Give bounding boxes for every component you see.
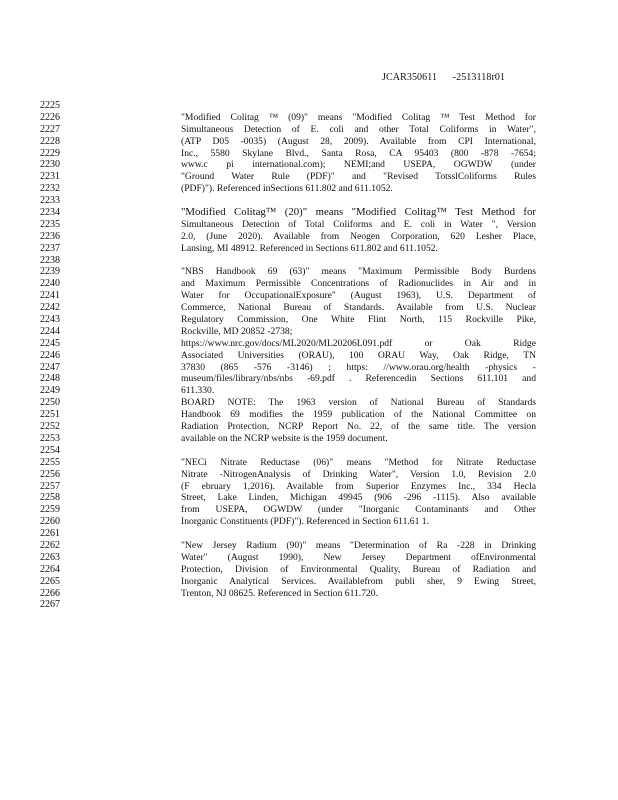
text-line: Street, Lake Linden, Michigan 49945 (906 -296 -1115). Also available <box>181 492 536 504</box>
line-number: 2233 <box>40 195 60 207</box>
text-line: BOARD NOTE: The 1963 version of National Bureau of Standards <box>181 397 536 409</box>
line-number: 2249 <box>40 385 60 397</box>
document-id-header: JCAR350611 -2513118r01 <box>382 72 506 83</box>
line-number: 2225 <box>40 100 60 111</box>
text-line: from USEPA, OGWDW (under "Inorganic Contaminants and Other <box>181 504 536 516</box>
line-number: 2247 <box>40 361 60 373</box>
text-line: Rockville, MD 20852 -2738; <box>181 325 293 337</box>
line-number: 2255 <box>40 456 60 468</box>
line-number: 2236 <box>40 230 60 242</box>
line-number: 2251 <box>40 409 60 421</box>
line-number: 2241 <box>40 290 60 302</box>
text-line: (PDF)"). Referenced inSections 611.802 and 611.1052. <box>181 183 393 195</box>
text-line: Trenton, NJ 08625. Referenced in Section 611.720. <box>181 587 378 599</box>
line-number: 2252 <box>40 421 60 433</box>
text-line: Associated Universities (ORAU), 100 ORAU Way, Oak Ridge, TN <box>181 349 536 361</box>
text-line: (ATP D05 -0035) (August 28, 2009). Available from CPI International, <box>181 135 536 147</box>
line-number: 2235 <box>40 218 60 230</box>
text-line: Inorganic Analytical Services. Availablefrom publi sher, 9 Ewing Street, <box>181 575 536 587</box>
line-number: 2229 <box>40 147 60 159</box>
line-number: 2259 <box>40 504 60 516</box>
line-number: 2226 <box>40 111 60 123</box>
line-number: 2258 <box>40 492 60 504</box>
text-line: Water" (August 1990), New Jersey Department ofEnvironmental <box>181 551 536 563</box>
line-number: 2230 <box>40 159 60 171</box>
line-number: 2239 <box>40 266 60 278</box>
text-line: 37830 (865 -576 -3146) ; https: //www.orau.org/health -physics - <box>181 361 536 373</box>
line-number: 2265 <box>40 575 60 587</box>
text-line: museum/files/library/nbs/nbs -69.pdf . Referencedin Sections 611.101 and <box>181 373 536 385</box>
line-number: 2266 <box>40 587 60 599</box>
text-line: www.c pi international.com); NEMI;and USEPA, OGWDW (under <box>181 159 536 171</box>
text-line: Handbook 69 modifies the 1959 publication of the National Committee on <box>181 409 536 421</box>
line-number: 2257 <box>40 480 60 492</box>
line-number: 2228 <box>40 135 60 147</box>
text-line: "NECi Nitrate Reductase (06)" means "Method for Nitrate Reductase <box>181 456 536 468</box>
text-line: available on the NCRP website is the 1959 document. <box>181 432 388 444</box>
line-number: 2231 <box>40 171 60 183</box>
text-line: Inc., 5580 Skylane Blvd., Santa Rosa, CA 95403 (800 -878 -7654; <box>181 147 536 159</box>
line-number: 2237 <box>40 242 60 254</box>
text-line <box>181 528 536 540</box>
text-line: Commerce, National Bureau of Standards. Available from U.S. Nuclear <box>181 302 536 314</box>
line-number: 2260 <box>40 516 60 528</box>
line-number: 2253 <box>40 432 60 444</box>
line-number: 2248 <box>40 373 60 385</box>
text-line <box>181 255 536 267</box>
text-line: Simultaneous Detection of Total Coliforms and E. coli in Water ", Version <box>181 218 536 230</box>
line-number: 2246 <box>40 349 60 361</box>
text-line: 611.330. <box>181 385 215 397</box>
line-number: 2264 <box>40 563 60 575</box>
line-number: 2256 <box>40 468 60 480</box>
line-number: 2244 <box>40 325 60 337</box>
text-line: "Ground Water Rule (PDF)" and "Revised TotsslColiforms Rules <box>181 171 536 183</box>
line-number: 2245 <box>40 337 60 349</box>
line-number: 2267 <box>40 599 60 611</box>
line-number: 2234 <box>40 207 60 219</box>
text-line <box>181 100 536 112</box>
text-line: Lansing, MI 48912. Referenced in Sections 611.802 and 611.1052. <box>181 242 438 254</box>
text-line: "Modified Colitag ™ (09)" means "Modified Colitag ™ Test Method for <box>181 111 536 123</box>
line-number-column <box>40 100 80 611</box>
line-number: 2263 <box>40 551 60 563</box>
line-number: 2227 <box>40 123 60 135</box>
line-number: 2238 <box>40 254 60 266</box>
text-line: https://www.nrc.gov/docs/ML2020/ML20206L091.pdf or Oak Ridge <box>181 337 536 349</box>
text-line: (F ebruary 1,2016). Available from Superior Enzymes Inc., 334 Hecla <box>181 480 536 492</box>
line-number: 2242 <box>40 302 60 314</box>
line-number: 2250 <box>40 397 60 409</box>
text-line: 2.0, (June 2020). Available from Neogen Corporation, 620 Lesher Place, <box>181 230 536 242</box>
text-line: Inorganic Constituents (PDF)"). Referenced in Section 611.61 1. <box>181 516 429 528</box>
line-number: 2240 <box>40 278 60 290</box>
text-line: "Modified Colitag™ (20)" means "Modified Colitag™ Test Method for <box>181 206 536 219</box>
text-line <box>181 445 536 457</box>
text-line: and Maximum Permissible Concentrations of Radionuclides in Air and in <box>181 278 536 290</box>
text-line: "New Jersey Radium (90)" means "Determination of Ra -228 in Drinking <box>181 539 536 551</box>
line-number: 2262 <box>40 539 60 551</box>
document-body <box>181 100 536 611</box>
line-number: 2254 <box>40 444 60 456</box>
line-number: 2232 <box>40 183 60 195</box>
line-number: 2243 <box>40 314 60 326</box>
text-line: Protection, Division of Environmental Quality, Bureau of Radiation and <box>181 563 536 575</box>
text-line: Radiation Protection, NCRP Report No. 22, of the same title. The version <box>181 421 536 433</box>
text-line: Regulatory Commission, One White Flint North, 115 Rockville Pike, <box>181 314 536 326</box>
text-line: Nitrate -NitrogenAnalysis of Drinking Water", Version 1.0, Revision 2.0 <box>181 468 536 480</box>
text-line: "NBS Handbook 69 (63)" means "Maximum Permissible Body Burdens <box>181 266 536 278</box>
line-number: 2261 <box>40 528 60 540</box>
text-line <box>181 599 536 611</box>
text-line: Water for OccupationalExposure" (August 1963), U.S. Department of <box>181 290 536 302</box>
text-line: Simultaneous Detection of E. coli and other Total Coliforms in Water", <box>181 123 536 135</box>
